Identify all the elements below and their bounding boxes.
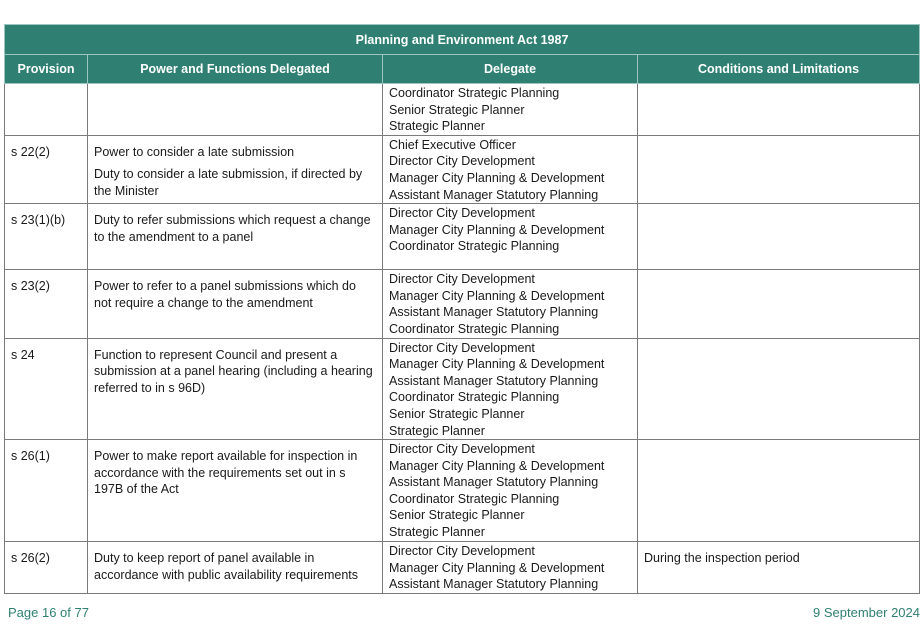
conditions-cell <box>638 204 920 270</box>
provision-cell: s 24 <box>5 338 88 440</box>
delegate-entry: Assistant Manager Statutory Planning <box>389 475 599 490</box>
delegate-entry: Coordinator Strategic Planning <box>389 491 560 506</box>
delegate-entry: Chief Executive Officer <box>389 137 516 152</box>
powers-cell <box>88 204 383 270</box>
delegate-entry: Assistant Manager Statutory Planning <box>389 577 599 592</box>
delegate-entry: Manager City Planning & Development <box>389 560 605 575</box>
power-text: Function to represent Council and present a submission at a panel hearing (including a hearing referred to in s 96D) <box>94 347 373 395</box>
delegate-entry: Assistant Manager Statutory Planning <box>389 373 599 388</box>
conditions-cell <box>638 440 920 542</box>
conditions-cell <box>638 270 920 338</box>
delegate-entry: Manager City Planning & Development <box>389 170 605 185</box>
table-row <box>5 135 920 203</box>
conditions-cell <box>638 84 920 136</box>
conditions-cell: During the inspection period <box>638 542 920 594</box>
delegate-entry: Director City Development <box>389 340 535 355</box>
powers-cell <box>88 84 383 136</box>
delegate-entry: Assistant Manager Statutory Planning <box>389 187 599 202</box>
document-date: 9 September 2024 <box>813 605 920 620</box>
header-provision: Provision <box>5 55 88 84</box>
delegate-entry: Director City Development <box>389 442 535 457</box>
powers-cell <box>88 338 383 440</box>
header-conditions: Conditions and Limitations <box>638 55 920 84</box>
delegate-entry: Manager City Planning & Development <box>389 222 605 237</box>
table-row <box>5 84 920 136</box>
power-text: Power to refer to a panel submissions which do not require a change to the amendment <box>94 279 356 310</box>
delegation-table-container <box>4 24 919 594</box>
delegate-cell <box>383 270 638 338</box>
provision-cell: s 23(1)(b) <box>5 204 88 270</box>
table-row <box>5 542 920 594</box>
provision-cell: s 22(2) <box>5 135 88 203</box>
power-text: Power to consider a late submission <box>94 144 295 159</box>
table-body <box>5 84 920 594</box>
table-title: Planning and Environment Act 1987 <box>5 25 920 55</box>
table-row <box>5 270 920 338</box>
delegate-entry: Strategic Planner <box>389 525 485 540</box>
powers-cell <box>88 440 383 542</box>
delegate-entry: Senior Strategic Planner <box>389 406 525 421</box>
table-row <box>5 440 920 542</box>
delegation-table <box>4 24 920 594</box>
delegate-entry: Manager City Planning & Development <box>389 357 605 372</box>
delegate-entry: Strategic Planner <box>389 119 485 134</box>
delegate-cell <box>383 84 638 136</box>
delegate-entry: Coordinator Strategic Planning <box>389 321 560 336</box>
provision-cell: s 23(2) <box>5 270 88 338</box>
powers-cell <box>88 542 383 594</box>
delegate-entry: Director City Development <box>389 272 535 287</box>
conditions-cell <box>638 135 920 203</box>
delegate-entry: Manager City Planning & Development <box>389 458 605 473</box>
delegate-cell <box>383 440 638 542</box>
delegate-entry: Director City Development <box>389 206 535 221</box>
power-text: Power to make report available for inspection in accordance with the requirements set out in s 197B of the Act <box>94 449 358 497</box>
power-text: Duty to keep report of panel available in accordance with public availability requirements <box>94 551 359 582</box>
delegate-entry: Senior Strategic Planner <box>389 508 525 523</box>
delegate-entry: Assistant Manager Statutory Planning <box>389 305 599 320</box>
header-powers: Power and Functions Delegated <box>88 55 383 84</box>
delegate-entry: Coordinator Strategic Planning <box>389 86 560 100</box>
page-number: Page 16 of 77 <box>8 605 89 620</box>
delegate-entry: Director City Development <box>389 154 535 169</box>
provision-cell: s 26(2) <box>5 542 88 594</box>
delegate-entry: Senior Strategic Planner <box>389 102 525 117</box>
provision-cell: s 26(1) <box>5 440 88 542</box>
power-text: Duty to consider a late submission, if directed by the Minister <box>94 167 363 198</box>
delegate-entry: Strategic Planner <box>389 423 485 438</box>
delegate-cell <box>383 542 638 594</box>
delegate-entry: Director City Development <box>389 544 535 559</box>
delegate-entry: Coordinator Strategic Planning <box>389 239 560 254</box>
conditions-cell <box>638 338 920 440</box>
provision-cell <box>5 84 88 136</box>
powers-cell <box>88 270 383 338</box>
table-row <box>5 338 920 440</box>
power-text: Duty to refer submissions which request a change to the amendment to a panel <box>94 213 371 244</box>
powers-cell <box>88 135 383 203</box>
delegate-entry: Manager City Planning & Development <box>389 288 605 303</box>
delegate-cell <box>383 135 638 203</box>
delegate-entry: Coordinator Strategic Planning <box>389 390 560 405</box>
delegate-cell <box>383 204 638 270</box>
header-delegate: Delegate <box>383 55 638 84</box>
table-row <box>5 204 920 270</box>
delegate-cell <box>383 338 638 440</box>
